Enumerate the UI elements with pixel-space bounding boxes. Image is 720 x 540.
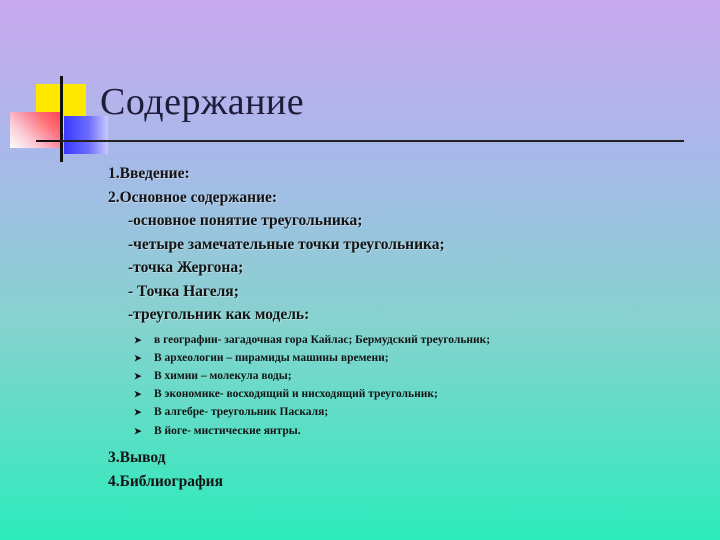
list-item	[108, 331, 688, 349]
decorative-logo	[8, 76, 108, 166]
section-bibliography: 4.Библиография	[108, 472, 223, 490]
list-item	[108, 349, 688, 367]
arrowhead-bullet-icon: ➤	[134, 407, 142, 418]
subsection-item: -четыре замечательные точки треугольника;	[128, 235, 445, 253]
list-item-text: В экономике- восходящий и нисходящий треугольник;	[154, 388, 438, 401]
list-item-text: В археологии – пирамиды машины времени;	[154, 351, 389, 364]
arrowhead-bullet-icon: ➤	[134, 370, 142, 381]
subsection-item: - Точка Нагеля;	[128, 282, 239, 300]
list-item	[108, 385, 688, 403]
section-main-content: 2.Основное содержание:	[108, 188, 278, 206]
slide-title: Содержание	[100, 81, 305, 123]
list-item	[108, 422, 688, 440]
list-item-text: В алгебре- треугольник Паскаля;	[154, 406, 329, 419]
title-divider	[60, 140, 684, 142]
red-square-shape	[10, 112, 62, 148]
subsection-item: -основное понятие треугольника;	[128, 212, 363, 229]
arrowhead-bullet-icon: ➤	[134, 334, 142, 345]
subsection-item: -треугольник как модель:	[128, 306, 310, 323]
subsection-item: -точка Жергона;	[128, 259, 244, 276]
arrowhead-bullet-icon: ➤	[134, 352, 142, 363]
section-conclusion: 3.Вывод	[108, 448, 166, 466]
list-item-text: В йоге- мистические янтры.	[154, 424, 301, 437]
section-introduction: 1.Введение:	[108, 165, 190, 182]
slide-content	[108, 162, 688, 494]
arrowhead-bullet-icon: ➤	[134, 425, 142, 436]
list-item	[108, 367, 688, 385]
list-item-text: в географии- загадочная гора Кайлас; Бермудский треугольник;	[154, 333, 491, 346]
list-item-text: В химии – молекула воды;	[154, 369, 292, 382]
arrowhead-bullet-icon: ➤	[134, 389, 142, 400]
list-item	[108, 403, 688, 421]
bullet-list	[108, 331, 688, 440]
vertical-rule	[60, 76, 63, 162]
